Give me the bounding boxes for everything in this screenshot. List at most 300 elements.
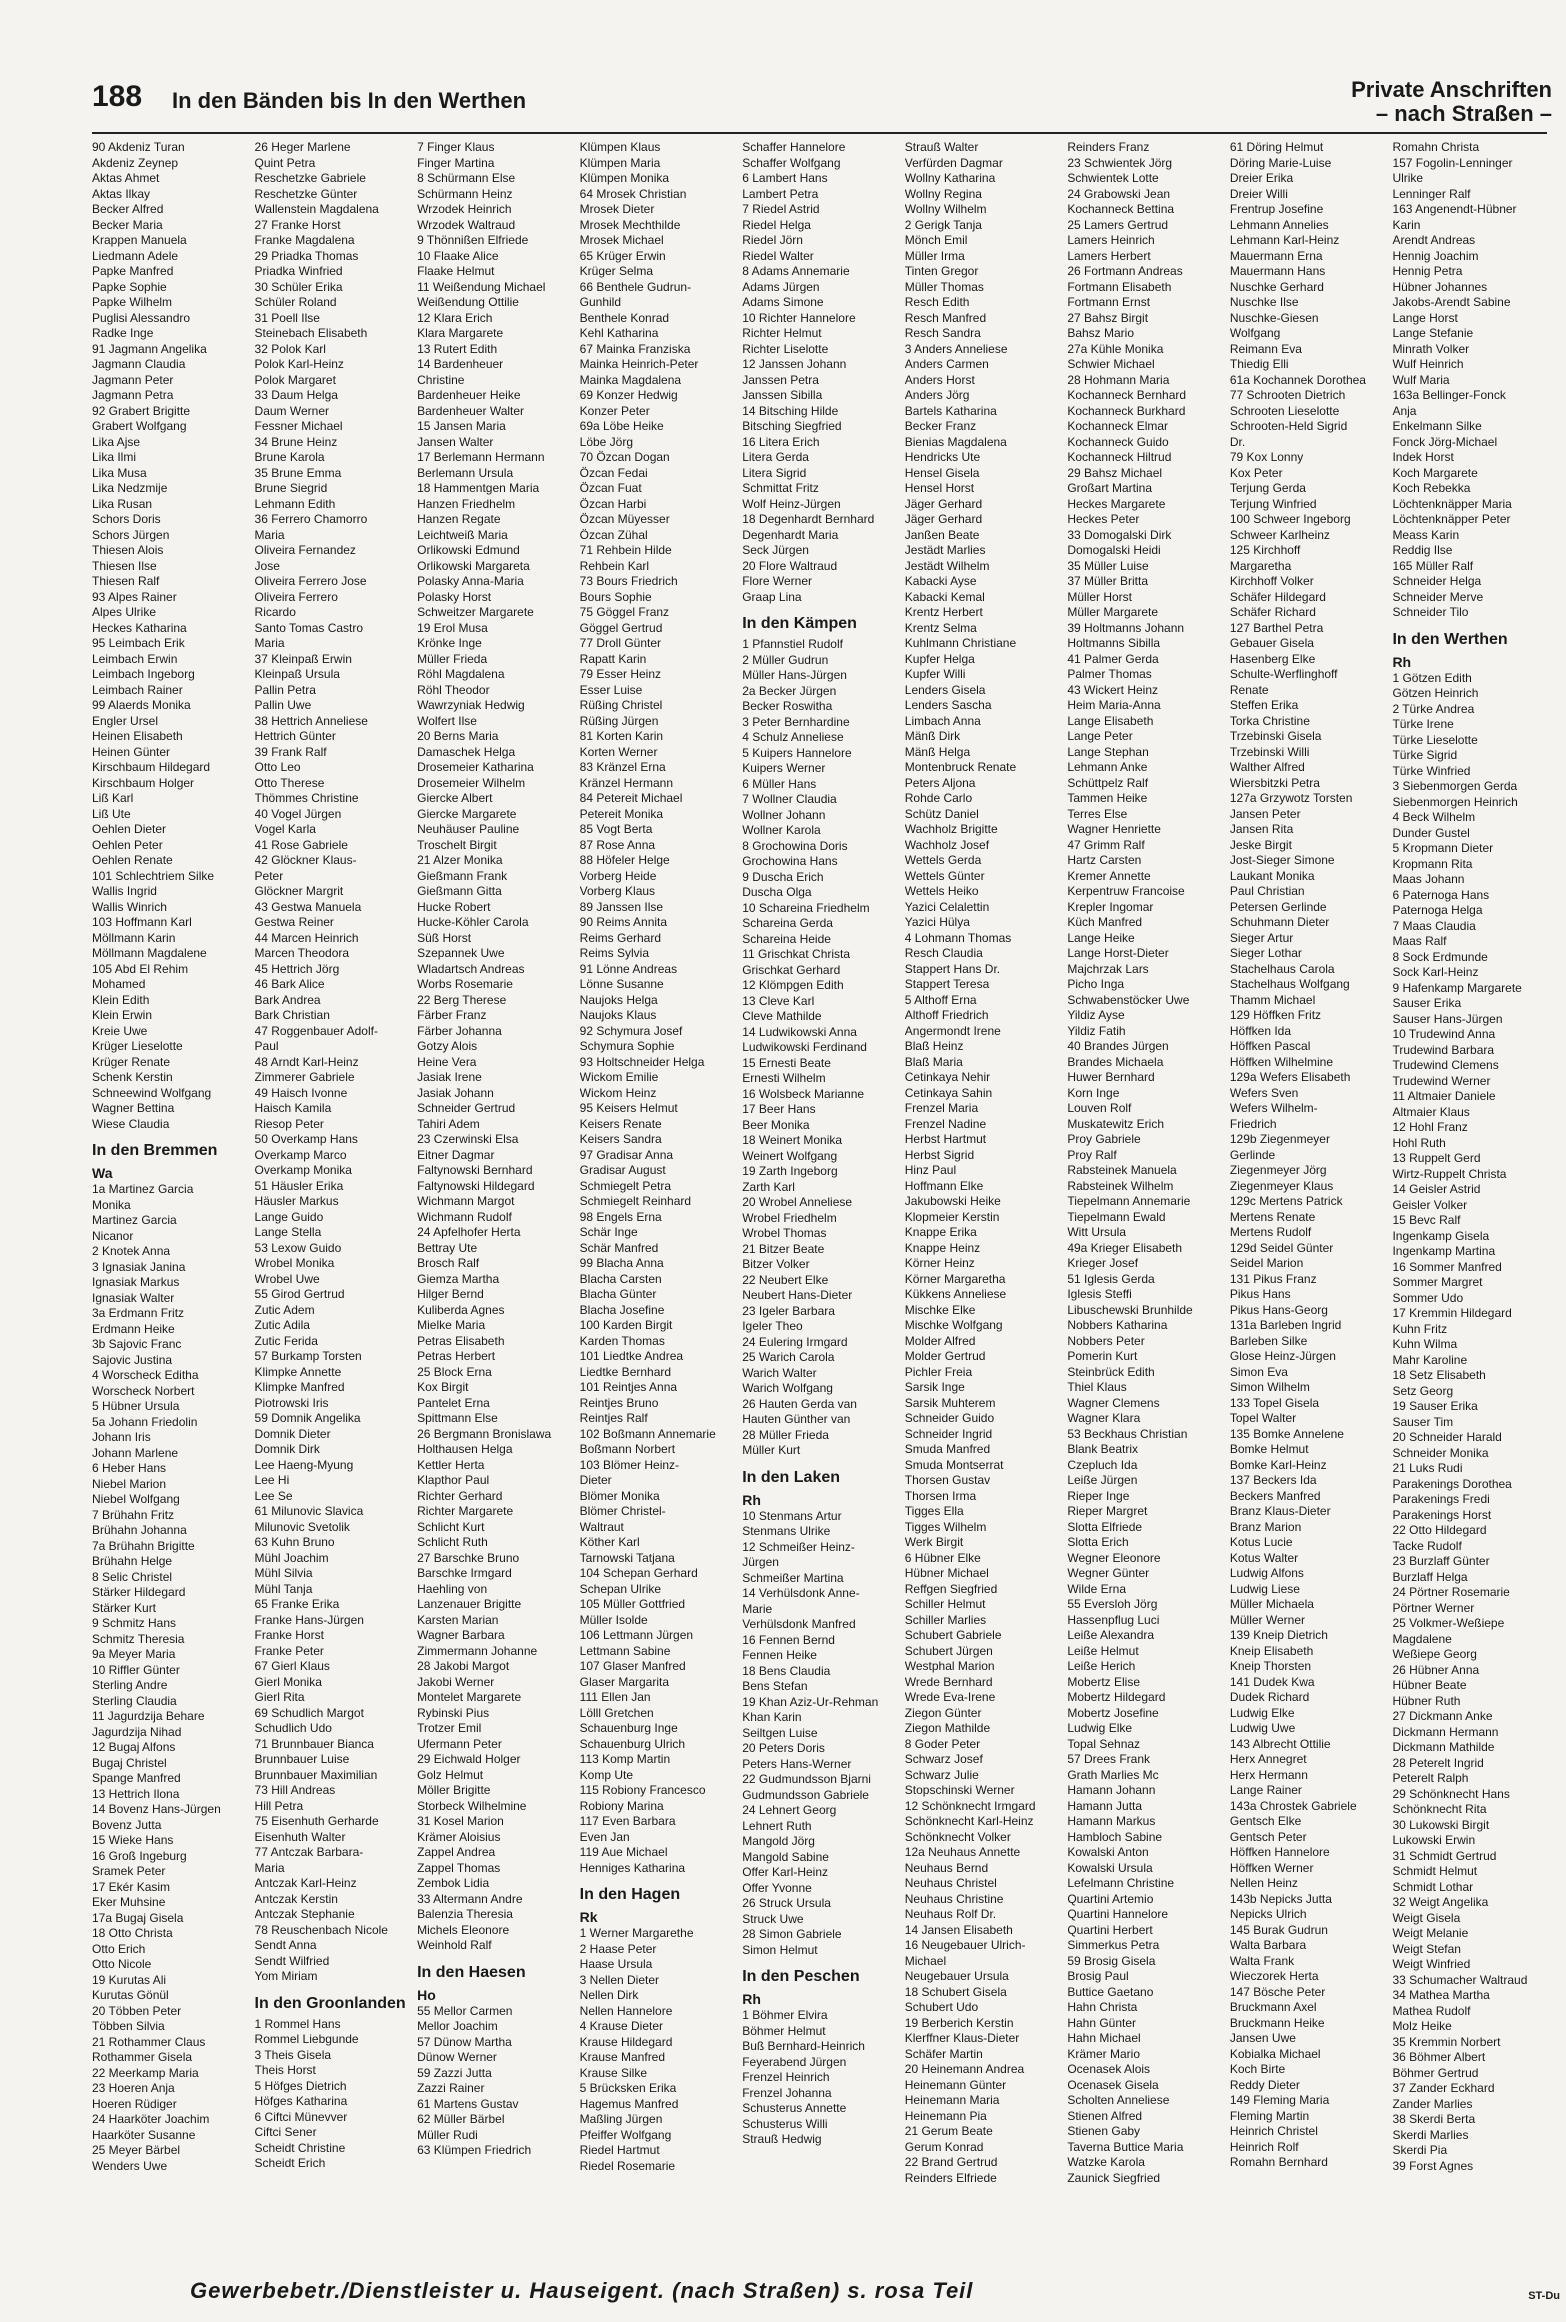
listing-entry: Petereit Monika [579, 806, 664, 821]
listing-entry: Kabacki Kemal [904, 589, 985, 604]
listing-entry: 25 Block Erna [417, 1364, 492, 1379]
listing-entry: 77 Antczak Barbara- [254, 1845, 364, 1859]
listing-entry: Thiesen Ilse [92, 558, 157, 573]
listing-entry: Palmer Thomas [1067, 667, 1152, 681]
listing-entry: 38 Skerdi Berta [1392, 2112, 1476, 2126]
listing-entry: Sieger Lothar [1229, 946, 1302, 960]
listing-entry: Richter Helmut [742, 326, 822, 340]
listing-entry: Holthausen Helga [417, 1442, 513, 1456]
listing-entry: 5 Brücksken Erika [579, 2081, 677, 2095]
listing-entry: 59 Domnik Angelika [254, 1411, 361, 1425]
listing-entry: Müller Hans-Jürgen [742, 668, 847, 682]
listing-entry: Becker Alfred [92, 202, 164, 216]
listing-entry: Quartini Herbert [1067, 1922, 1153, 1937]
listing-entry: Stappert Teresa [904, 977, 990, 991]
listing-entry: Nellen Dirk [579, 1988, 639, 2002]
listing-entry: Enkelmann Silke [1392, 419, 1482, 433]
listing-entry: 10 Riffler Günter [92, 1662, 180, 1677]
listing-entry: Yildiz Ayse [1067, 1008, 1125, 1022]
listing-entry: Skerdi Marlies [1392, 2127, 1469, 2142]
listing-entry: Lölll Gretchen [579, 1705, 654, 1720]
listing-entry: Igeler Theo [742, 1319, 803, 1333]
listing-entry: 61 Döring Helmut [1229, 140, 1324, 154]
listing-entry: 24 Eulering Irmgard [742, 1334, 848, 1349]
listing-entry: 7 Maas Claudia [1392, 918, 1476, 933]
listing-entry: Mobertz Elise [1067, 1674, 1141, 1689]
listing-entry: Papke Wilhelm [92, 295, 173, 309]
listing-entry: Heim Maria-Anna [1067, 698, 1161, 712]
listing-entry: Körner Margaretha [904, 1271, 1006, 1286]
listing-entry: Müller Werner [1229, 1612, 1306, 1627]
listing-entry: 6 Hübner Elke [904, 1550, 981, 1565]
listing-entry: Mainka Magdalena [579, 372, 682, 387]
listing-entry: Watzke Karola [1067, 2155, 1145, 2169]
listing-entry: 7 Brühahn Fritz [92, 1507, 175, 1522]
listing-entry: Ziegon Günter [904, 1705, 982, 1720]
listing-entry: Schüttpelz Ralf [1067, 775, 1149, 790]
listing-entry: Schmittat Fritz [742, 481, 819, 495]
listing-entry: Mangold Jörg [742, 1834, 815, 1848]
listing-entry: Resch Manfred [904, 310, 987, 325]
listing-entry: Terjung Gerda [1229, 481, 1306, 495]
listing-entry: Liedtke Bernhard [579, 1364, 672, 1379]
listing-entry: 101 Schlechtriem Silke [92, 868, 215, 883]
listing-entry: Muskatewitz Erich [1067, 1116, 1165, 1131]
listing-entry: Höffken Ida [1229, 1023, 1292, 1038]
listing-entry: Kotus Lucie [1229, 1535, 1293, 1549]
listing-entry: 88 Höfeler Helge [579, 853, 670, 867]
listing-entry: 95 Leimbach Erik [92, 636, 185, 650]
listing-entry: Stärker Hildegard [92, 1585, 186, 1599]
listing-entry: Jakobi Werner [417, 1674, 495, 1689]
listing-entry: Mühl Joachim [254, 1550, 329, 1565]
listing-entry: 57 Dünow Martha [417, 2034, 512, 2049]
listing-entry: Herx Hermann [1229, 1767, 1308, 1782]
listing-entry: 25 Volkmer-Weßiepe [1392, 1616, 1505, 1630]
listing-entry: 18 Weinert Monika [742, 1133, 843, 1147]
listing-entry: Simmerkus Petra [1067, 1938, 1160, 1952]
listing-entry: Wiese Claudia [92, 1116, 170, 1131]
listing-entry: Peters Aljona [904, 775, 976, 790]
listing-entry: 84 Petereit Michael [579, 791, 683, 805]
listing-entry: Schweitzer Margarete [417, 605, 534, 619]
listing-entry: Schmidt Helmut [1392, 1864, 1478, 1878]
listing-entry: Erdmann Heike [92, 1321, 175, 1336]
listing-entry: 46 Bark Alice [254, 977, 325, 991]
listing-entry: Kochanneck Guido [1067, 434, 1169, 449]
listing-entry: 77 Schrooten Dietrich [1229, 388, 1346, 402]
listing-entry: Struck Uwe [742, 1911, 804, 1926]
listing-entry: Krause Hildegard [579, 2034, 673, 2049]
listing-entry: Kochanneck Bernhard [1067, 388, 1187, 402]
listing-entry: 28 Jakobi Margot [417, 1659, 510, 1673]
listing-entry: Ludwig Elke [1067, 1721, 1133, 1735]
listing-entry: Antczak Kerstin [254, 1891, 338, 1906]
listing-entry: Schneider Helga [1392, 574, 1482, 588]
listing-entry: Hennig Petra [1392, 264, 1463, 278]
listing-entry: Wettels Heiko [904, 884, 979, 898]
listing-entry: 26 Struck Ursula [742, 1896, 831, 1910]
listing-entry: Wagner Barbara [417, 1628, 505, 1642]
street-heading: In den Laken [742, 1468, 841, 1486]
listing-entry: 3a Erdmann Fritz [92, 1306, 185, 1320]
listing-entry: Mischke Wolfgang [904, 1318, 1003, 1332]
listing-entry: Kreie Uwe [92, 1023, 148, 1038]
street-heading: In den Hagen [579, 1886, 681, 1903]
listing-entry: Frentrup Josefine [1229, 202, 1324, 216]
listing-entry: Gentsch Peter [1229, 1829, 1307, 1844]
listing-entry: 3 Anders Anneliese [904, 341, 1008, 356]
listing-entry: Mainka Heinrich-Peter [579, 357, 699, 371]
listing-entry: Simon Helmut [742, 1942, 818, 1957]
listing-entry: Barschke Irmgard [417, 1566, 512, 1580]
listing-entry: Slotta Elfriede [1067, 1519, 1143, 1534]
listing-entry: Rüßing Jürgen [579, 713, 659, 728]
listing-entry: Höfges Katharina [254, 2094, 348, 2108]
listing-entry: 16 Fennen Bernd [742, 1632, 835, 1647]
listing-entry: 23 Burzlaff Günter [1392, 1554, 1490, 1568]
listing-entry: Krappen Manuela [92, 233, 187, 247]
listing-entry: Jeske Birgit [1229, 837, 1292, 852]
listing-entry: 19 Khan Aziz-Ur-Rehman [742, 1694, 879, 1709]
listing-entry: 2 Müller Gudrun [742, 652, 829, 667]
listing-entry: Maria [254, 527, 285, 542]
listing-entry: Reschetzke Gabriele [254, 171, 366, 185]
listing-entry: 10 Schareina Friedhelm [742, 900, 870, 915]
listing-entry: Wolfert Ilse [417, 713, 477, 728]
listing-entry: Radke Inge [92, 326, 154, 340]
listing-entry: 15 Wieke Hans [92, 1833, 174, 1847]
listing-entry: Eker Muhsine [92, 1895, 166, 1909]
listing-entry: 4 Schulz Anneliese [742, 730, 844, 744]
listing-entry: 24 Pörtner Rosemarie [1392, 1585, 1510, 1599]
listing-entry: Litera Gerda [742, 450, 809, 464]
listing-entry: Müller Horst [1067, 589, 1133, 604]
listing-entry: Wladartsch Andreas [417, 961, 525, 976]
listing-entry: 4 Lohmann Thomas [904, 930, 1012, 945]
listing-entry: 18 Bens Claudia [742, 1663, 831, 1678]
listing-entry: Leimbach Erwin [92, 651, 178, 666]
listing-entry: Jakobs-Arendt Sabine [1392, 295, 1511, 309]
listing-entry: Walther Alfred [1229, 760, 1305, 774]
listing-entry: Brosch Ralf [417, 1256, 480, 1270]
listing-entry: Ludwikowski Ferdinand [742, 1040, 867, 1054]
listing-entry: Werk Birgit [904, 1535, 964, 1549]
listing-entry: Lamers Herbert [1067, 248, 1151, 263]
listing-entry: 5 Hübner Ursula [92, 1399, 180, 1413]
listing-entry: 2 Gerigk Tanja [904, 217, 982, 232]
listing-entry: Schauenburg Inge [579, 1721, 678, 1735]
listing-entry: Maria [254, 1860, 285, 1875]
listing-entry: Kirchhoff Volker [1229, 574, 1314, 588]
listing-entry: Schönknecht Volker [904, 1829, 1011, 1844]
listing-entry: Giercke Albert [417, 791, 493, 805]
listing-entry: Smuda Montserrat [904, 1457, 1004, 1472]
listing-entry: Jansen Walter [417, 434, 494, 449]
listing-entry: 37 Müller Britta [1067, 574, 1149, 588]
listing-entry: Kneip Elisabeth [1229, 1643, 1314, 1658]
listing-entry: Franke Magdalena [254, 233, 355, 247]
listing-entry: 41 Palmer Gerda [1067, 651, 1159, 666]
listing-entry: 129a Wefers Elisabeth [1229, 1070, 1351, 1084]
listing-column [1230, 140, 1385, 2270]
listing-entry: Cetinkaya Nehir [904, 1070, 991, 1084]
listing-entry: Stopschinski Werner [904, 1783, 1015, 1797]
listing-entry: Lika Ilmi [92, 450, 137, 464]
listing-entry: Wulf Maria [1392, 372, 1450, 387]
listing-entry: Wolf Heinz-Jürgen [742, 496, 841, 511]
listing-entry: Vorberg Klaus [579, 884, 656, 898]
listing-entry: Naujoks Helga [579, 992, 658, 1007]
listing-entry: Setz Georg [1392, 1383, 1454, 1398]
listing-entry: Renate [1229, 682, 1269, 697]
listing-entry: Oliveira Ferrero Jose [254, 574, 367, 588]
listing-entry: Schuhmann Dieter [1229, 915, 1330, 929]
listing-entry: Dünow Werner [417, 2050, 497, 2064]
listing-entry: Heinen Günter [92, 744, 171, 759]
listing-entry: Riedel Rosemarie [579, 2158, 676, 2173]
listing-entry: Tacke Rudolf [1392, 1538, 1462, 1553]
listing-entry: Wolfgang [1229, 326, 1281, 340]
listing-entry: Iglesis Steffi [1067, 1287, 1132, 1301]
listing-entry: Resch Edith [904, 295, 970, 309]
listing-entry: 39 Holtmanns Johann [1067, 620, 1185, 635]
listing-entry: 89 Janssen Ilse [579, 899, 664, 914]
listing-entry: Dunder Gustel [1392, 825, 1470, 840]
listing-entry: Schwarz Josef [904, 1752, 983, 1766]
listing-entry: 7 Finger Klaus [417, 140, 495, 154]
listing-entry: 26 Bergmann Bronislawa [417, 1426, 552, 1441]
listing-entry: Lanzenauer Brigitte [417, 1597, 522, 1611]
listing-entry: Kox Birgit [417, 1380, 469, 1394]
listing-entry: 91 Jagmann Angelika [92, 341, 207, 356]
listing-entry: Hennig Joachim [1392, 248, 1479, 263]
listing-entry: 49a Krieger Elisabeth [1067, 1240, 1183, 1255]
listing-entry: 97 Gradisar Anna [579, 1147, 674, 1162]
listing-entry: Kränzel Hermann [579, 775, 674, 790]
listing-entry: Hahn Christa [1067, 2000, 1138, 2014]
listing-entry: Polasky Horst [417, 589, 492, 604]
listing-entry: Kochanneck Elmar [1067, 419, 1169, 433]
listing-entry: 20 Flore Waltraud [742, 558, 838, 573]
listing-entry: Molder Gertrud [904, 1349, 986, 1363]
listing-entry: 28 Hohmann Maria [1067, 372, 1170, 387]
listing-entry: Korn Inge [1067, 1085, 1120, 1100]
listing-entry: Leichtweiß Maria [417, 527, 508, 542]
listing-entry: Riedel Walter [742, 248, 814, 263]
listing-entry: Weigt Melanie [1392, 1926, 1469, 1940]
listing-entry: Stärker Kurt [92, 1600, 157, 1615]
listing-entry: 61 Milunovic Slavica [254, 1504, 364, 1518]
listing-entry: Hassenpflug Luci [1067, 1612, 1160, 1627]
listing-entry: 90 Reims Annita [579, 915, 668, 929]
listing-entry: Thiesen Ralf [92, 574, 160, 588]
listing-entry: Weigt Winfried [1392, 1957, 1471, 1971]
listing-entry: 75 Eisenhuth Gerharde [254, 1814, 379, 1828]
listing-entry: Vogel Karla [254, 822, 316, 836]
listing-entry: Brunnbauer Maximilian [254, 1767, 378, 1782]
listing-entry: Mathea Rudolf [1392, 2003, 1471, 2018]
listing-entry: Zappel Andrea [417, 1845, 496, 1859]
listing-entry: Koch Rebekka [1392, 481, 1471, 495]
listing-entry: Witt Ursula [1067, 1225, 1126, 1239]
listing-entry: 101 Reintjes Anna [579, 1380, 678, 1394]
listing-entry: Löbe Jörg [579, 434, 634, 449]
listing-entry: 141 Dudek Kwa [1229, 1674, 1315, 1689]
listing-entry: Pomerin Kurt [1067, 1349, 1138, 1363]
listing-entry: Nellen Hannelore [579, 2003, 673, 2018]
listing-entry: Fortmann Ernst [1067, 295, 1151, 309]
listing-entry: Santo Tomas Castro [254, 620, 364, 635]
listing-entry: Trzebinski Gisela [1229, 729, 1322, 743]
listing-entry: Klein Edith [92, 992, 150, 1007]
listing-entry: Balenzia Theresia [417, 1907, 513, 1921]
listing-entry: Oehlen Peter [92, 837, 163, 852]
listing-entry: Schudlich Udo [254, 1721, 332, 1735]
listing-entry: 75 Göggel Franz [579, 605, 670, 619]
listing-entry: Zimmermann Johanne [417, 1643, 538, 1658]
listing-entry: 4 Krause Dieter [579, 2019, 664, 2033]
listing-entry: Romahn Bernhard [1229, 2155, 1328, 2169]
listing-column [1067, 140, 1222, 2270]
listing-entry: 99 Blacha Anna [579, 1256, 664, 1270]
listing-entry: Gudmundsson Gabriele [742, 1787, 869, 1802]
listing-entry: Jagmann Petra [92, 388, 174, 402]
listing-entry: Steffen Erika [1229, 698, 1299, 712]
listing-entry: Zarth Karl [742, 1179, 795, 1194]
listing-entry: Bardenheuer Heike [417, 388, 521, 402]
listing-entry: Klimpke Manfred [254, 1380, 345, 1394]
listing-entry: Johann Marlene [92, 1445, 179, 1460]
listing-entry: 11 Jagurdzija Behare [92, 1709, 205, 1723]
listing-entry: Cleve Mathilde [742, 1009, 822, 1023]
listing-entry: Kuhlmann Christiane [904, 636, 1017, 650]
listing-entry: Sajovic Justina [92, 1352, 173, 1367]
listing-entry: Zutic Ferida [254, 1333, 318, 1348]
listing-entry: Naujoks Klaus [579, 1008, 657, 1022]
listing-entry: Sterling Andre [92, 1678, 168, 1692]
listing-entry: Bitsching Siegfried [742, 419, 842, 433]
district-code: Rh [742, 1991, 761, 2007]
listing-entry: Wrobel Thomas [742, 1226, 827, 1240]
listing-entry: Worbs Rosemarie [417, 977, 513, 991]
listing-entry: Mühl Silvia [254, 1566, 313, 1580]
listing-entry: Magdalene [1392, 1631, 1452, 1646]
listing-entry: 18 Setz Elisabeth [1392, 1368, 1486, 1382]
listing-entry: Mühl Tanja [254, 1581, 313, 1596]
listing-entry: Tigges Ella [904, 1504, 964, 1518]
listing-entry: 22 Brand Gertrud [904, 2155, 998, 2169]
listing-entry: Henniges Katharina [579, 1860, 686, 1875]
listing-entry: 79 Kox Lonny [1229, 450, 1304, 464]
listing-entry: 23 Igeler Barbara [742, 1303, 835, 1318]
listing-entry: Fessner Michael [254, 419, 343, 433]
listing-entry: 2a Becker Jürgen [742, 683, 837, 698]
listing-entry: 16 Groß Ingeburg [92, 1848, 187, 1863]
listing-entry: 119 Aue Michael [579, 1845, 668, 1859]
listing-entry: Blömer Monika [579, 1488, 660, 1503]
listing-entry: Theis Horst [254, 2063, 316, 2077]
listing-entry: Krüger Renate [92, 1054, 171, 1069]
listing-entry: Stienen Gaby [1067, 2124, 1141, 2138]
listing-entry: Nicanor [92, 1228, 134, 1243]
page-range-title: In den Bänden bis In den Werthen [172, 88, 527, 113]
listing-entry: 10 Richter Hannelore [742, 310, 856, 325]
listing-entry: Kobialka Michael [1229, 2046, 1321, 2061]
listing-entry: Kirschbaum Hildegard [92, 760, 211, 774]
listing-entry: Süß Horst [417, 930, 472, 945]
listing-entry: Türke Sigrid [1392, 748, 1458, 762]
listing-entry: Korten Werner [579, 744, 658, 759]
listing-entry: Litera Sigrid [742, 465, 807, 480]
listing-entry: 37 Zander Eckhard [1392, 2081, 1495, 2095]
listing-entry: 127 Barthel Petra [1229, 620, 1324, 635]
listing-entry: 163 Angenendt-Hübner [1392, 202, 1517, 216]
listing-entry: Schymura Sophie [579, 1039, 675, 1053]
listing-entry: 105 Müller Gottfried [579, 1597, 686, 1611]
listing-entry: Fortmann Elisabeth [1067, 279, 1172, 294]
listing-entry: Becker Maria [92, 217, 163, 232]
listing-entry: 87 Rose Anna [579, 837, 656, 852]
listing-entry: Özcan Fedai [579, 465, 648, 480]
listing-entry: Paternoga Helga [1392, 903, 1483, 917]
listing-entry: Bruckmann Axel [1229, 2000, 1317, 2014]
listing-entry: Hendricks Ute [904, 450, 981, 464]
listing-entry: Pallin Uwe [254, 698, 312, 712]
listing-entry: Gradisar August [579, 1163, 666, 1177]
listing-entry: Karsten Marian [417, 1612, 499, 1627]
listing-entry: 27a Kühle Monika [1067, 341, 1164, 356]
listing-entry: 12 Schmeißer Heinz- [742, 1539, 855, 1554]
listing-entry: Wickom Heinz [579, 1085, 657, 1100]
listing-entry: Feyerabend Jürgen [742, 2054, 847, 2069]
listing-entry: Wefers Wilhelm- [1229, 1101, 1318, 1115]
listing-entry: Quartini Hannelore [1067, 1907, 1169, 1921]
listing-entry: Müller Irma [904, 248, 965, 263]
listing-entry: Lenders Sascha [904, 698, 992, 712]
listing-entry: Quint Petra [254, 155, 316, 170]
listing-entry: 67 Gierl Klaus [254, 1659, 330, 1673]
listing-entry: Müller Michaela [1229, 1597, 1314, 1611]
listing-entry: 95 Keisers Helmut [579, 1101, 678, 1115]
listing-entry: Gerum Konrad [904, 2139, 984, 2154]
listing-entry: Zaunick Siegfried [1067, 2170, 1161, 2185]
listing-entry: Offer Karl-Heinz [742, 1865, 829, 1879]
listing-entry: 19 Sauser Erika [1392, 1399, 1478, 1413]
listing-entry: Hoeren Rüdiger [92, 2096, 177, 2111]
listing-entry: 33 Schumacher Waltraud [1392, 1972, 1528, 1987]
listing-entry: 63 Klümpen Friedrich [417, 2143, 532, 2157]
listing-entry: Jürgen [742, 1555, 779, 1569]
listing-entry: Boßmann Norbert [579, 1442, 676, 1456]
listing-entry: Anders Carmen [904, 357, 989, 371]
listing-entry: 98 Engels Erna [579, 1209, 662, 1224]
listing-entry: Orlikowski Margareta [417, 558, 530, 573]
listing-entry: Hill Petra [254, 1798, 304, 1813]
listing-entry: 71 Rehbein Hilde [579, 543, 672, 557]
listing-entry: Sieger Artur [1229, 930, 1294, 945]
listing-entry: 20 Peters Doris [742, 1741, 825, 1755]
listing-entry: Höffken Hannelore [1229, 1845, 1330, 1859]
listing-entry: Mertens Renate [1229, 1209, 1316, 1224]
listing-entry: Lenninger Ralf [1392, 186, 1471, 201]
listing-entry: 105 Abd El Rehim [92, 961, 189, 976]
listing-entry: Montenbruck Renate [904, 760, 1017, 774]
listing-entry: Jäger Gerhard [904, 512, 983, 526]
listing-entry: Drosemeier Wilhelm [417, 775, 526, 790]
listing-entry: Brune Karola [254, 450, 325, 464]
listing-entry: Tammen Heike [1067, 791, 1148, 805]
